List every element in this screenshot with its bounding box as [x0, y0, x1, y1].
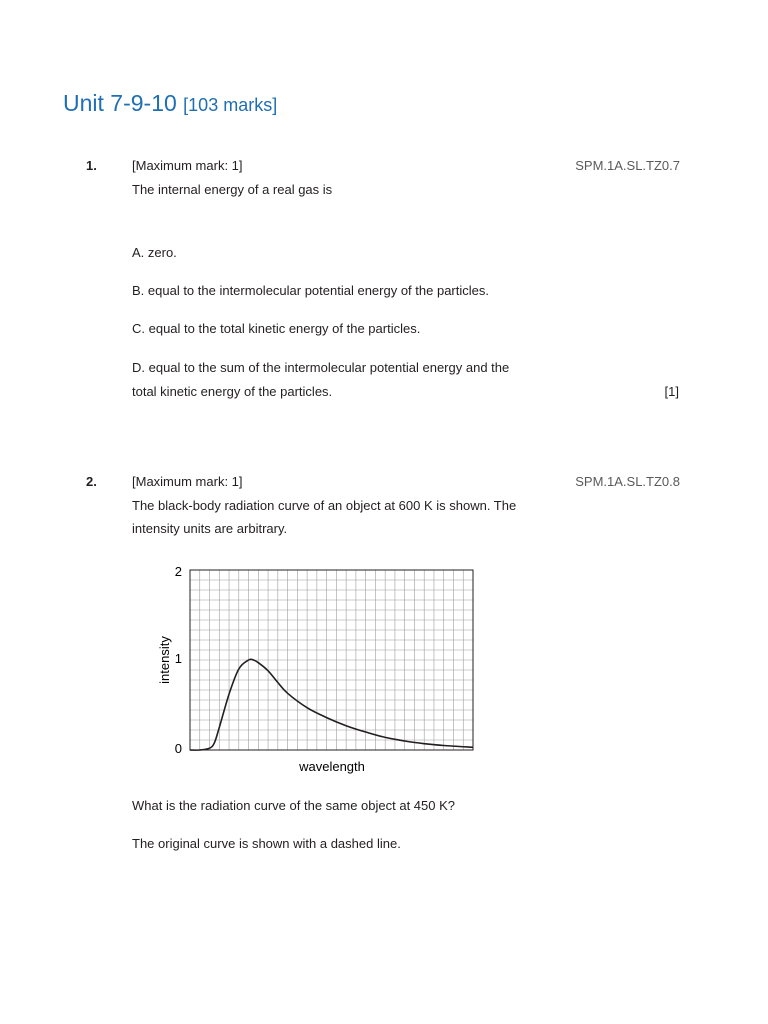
question-2-note: The original curve is shown with a dashed line.	[132, 836, 401, 851]
question-1-option-a: A. zero.	[132, 245, 177, 260]
question-2-stem-line-2: intensity units are arbitrary.	[132, 521, 288, 536]
total-marks: [103 marks]	[183, 95, 278, 115]
question-2-max-mark: [Maximum mark: 1]	[132, 474, 243, 489]
question-2-prompt: What is the radiation curve of the same object at 450 K?	[132, 798, 456, 813]
question-2-number: 2.	[86, 474, 97, 489]
question-1-mark: [1]	[664, 384, 679, 399]
y-tick-label-1: 1	[174, 651, 182, 666]
radiation-curve	[190, 659, 473, 750]
question-2-stem-line-1: The black-body radiation curve of an object at 600 K is shown. The	[132, 498, 517, 513]
unit-name: Unit 7-9-10	[63, 90, 177, 116]
question-1-max-mark: [Maximum mark: 1]	[132, 158, 243, 173]
chart-grid	[190, 570, 473, 750]
question-1-option-d-continued: total kinetic energy of the particles.	[132, 384, 333, 399]
question-1-option-b: B. equal to the intermolecular potential energy of the particles.	[132, 283, 489, 298]
black-body-radiation-chart	[150, 560, 480, 780]
x-axis-label: wavelength	[299, 759, 365, 774]
question-1-code: SPM.1A.SL.TZ0.7	[575, 158, 680, 173]
question-1-number: 1.	[86, 158, 97, 173]
y-axis-label: intensity	[157, 636, 172, 684]
y-tick-label-2: 2	[174, 564, 182, 579]
question-1-option-c: C. equal to the total kinetic energy of the particles.	[132, 321, 421, 336]
y-tick-label-0: 0	[174, 741, 182, 756]
unit-title	[63, 90, 277, 117]
question-1-option-d: D. equal to the sum of the intermolecular potential energy and the	[132, 360, 510, 375]
question-1-stem: The internal energy of a real gas is	[132, 182, 333, 197]
question-2-code: SPM.1A.SL.TZ0.8	[575, 474, 680, 489]
